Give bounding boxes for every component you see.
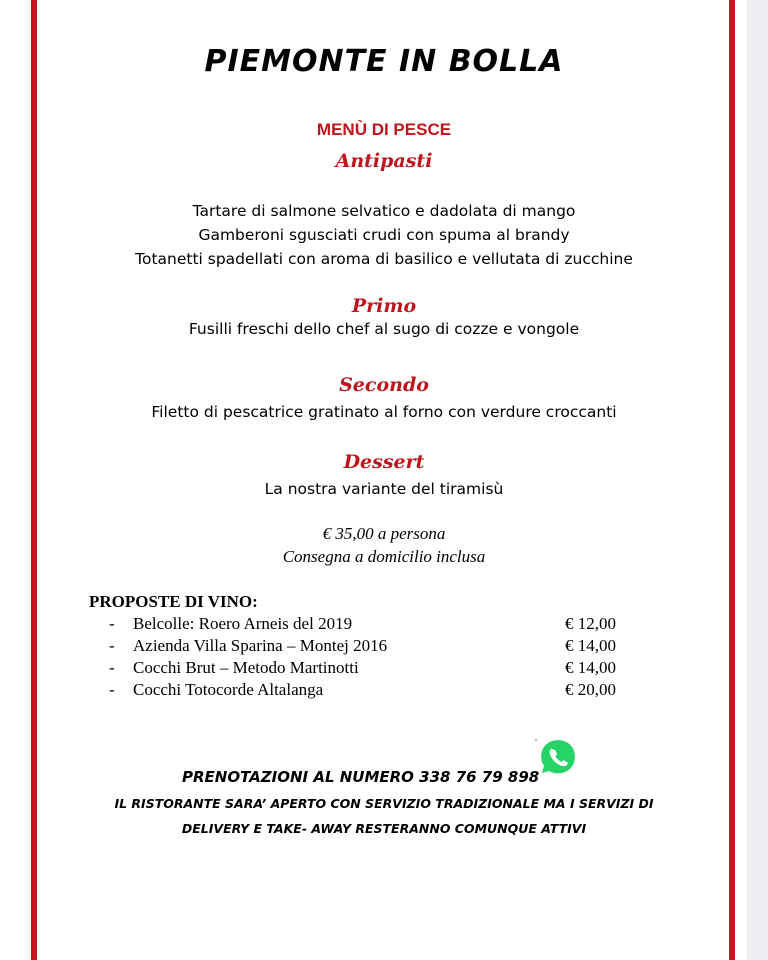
list-dash: - [109, 636, 115, 655]
wine-row [0, 680, 768, 702]
price-per-person: € 35,00 a persona [322, 524, 446, 543]
whatsapp-icon[interactable] [534, 733, 582, 783]
section-primo: Primo [351, 295, 417, 317]
dish-item: Gamberoni sgusciati crudi con spuma al brandy [198, 226, 570, 244]
wine-price: € 14,00 [565, 636, 616, 655]
dish-item: Tartare di salmone selvatico e dadolata di mango [192, 202, 576, 220]
section-secondo: Secondo [339, 374, 429, 396]
dish-item: Filetto di pescatrice gratinato al forno con verdure croccanti [151, 403, 617, 421]
wine-row [0, 614, 768, 636]
wine-price: € 12,00 [565, 614, 616, 633]
wine-row [0, 658, 768, 680]
delivery-note: Consegna a domicilio inclusa [282, 547, 486, 566]
wine-name: Cocchi Brut – Metodo Martinotti [133, 658, 359, 677]
menu-heading: MENÙ DI PESCE [316, 120, 452, 139]
notice-line: IL RISTORANTE SARA’ APERTO CON SERVIZIO TRADIZIONALE MA I SERVIZI DI [114, 796, 654, 811]
section-dessert: Dessert [343, 451, 425, 473]
dish-item: Fusilli freschi dello chef al sugo di cozze e vongole [188, 320, 580, 338]
list-dash: - [109, 658, 115, 677]
list-dash: - [109, 614, 115, 633]
wine-row [0, 636, 768, 658]
dish-item: La nostra variante del tiramisù [264, 480, 504, 498]
section-antipasti: Antipasti [335, 150, 433, 172]
page-title: PIEMONTE IN BOLLA [204, 44, 564, 79]
booking-phone: PRENOTAZIONI AL NUMERO 338 76 79 898 [182, 768, 540, 786]
wine-name: Azienda Villa Sparina – Montej 2016 [133, 636, 388, 655]
wine-price: € 20,00 [565, 680, 616, 699]
wine-name: Belcolle: Roero Arneis del 2019 [133, 614, 353, 633]
wine-price: € 14,00 [565, 658, 616, 677]
wine-list-title: PROPOSTE DI VINO: [89, 592, 258, 611]
wine-name: Cocchi Totocorde Altalanga [133, 680, 324, 699]
dish-item: Totanetti spadellati con aroma di basilico e vellutata di zucchine [135, 250, 633, 268]
list-dash: - [109, 680, 115, 699]
notice-line: DELIVERY E TAKE- AWAY RESTERANNO COMUNQUE ATTIVI [181, 821, 587, 836]
